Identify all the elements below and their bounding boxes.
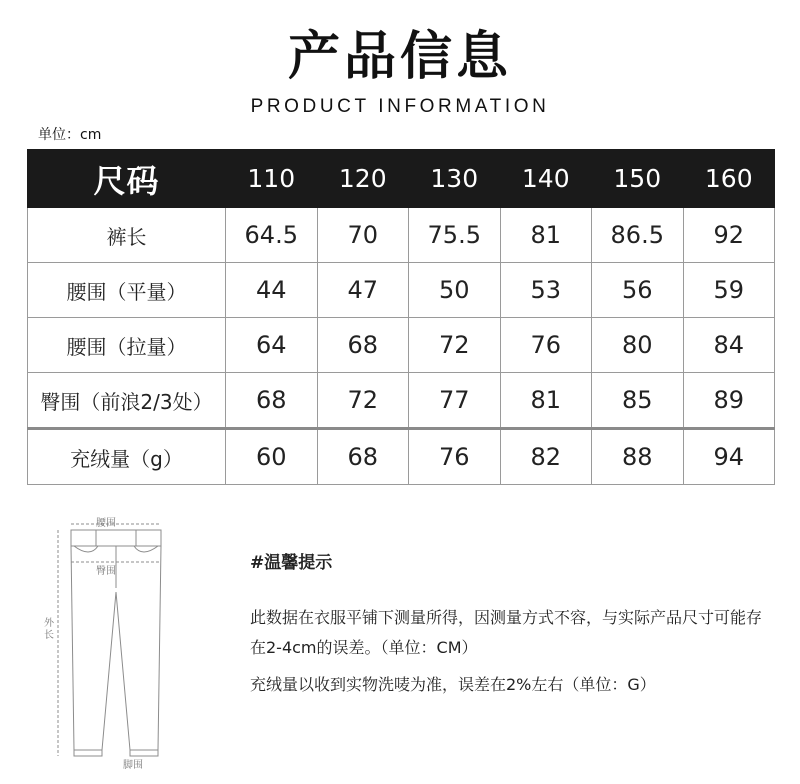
diagram-label-hip: 臀围: [96, 566, 116, 577]
notes-section: [250, 548, 770, 700]
table-cell: 64: [226, 318, 318, 373]
table-cell: 68: [226, 373, 318, 429]
unit-label: 单位：cm: [38, 127, 102, 143]
size-header-cell: 160: [683, 150, 775, 208]
table-cell: 44: [226, 263, 318, 318]
table-cell: 84: [683, 318, 775, 373]
page-subtitle: PRODUCT INFORMATION: [250, 96, 550, 117]
table-cell: 47: [317, 263, 409, 318]
pants-outline-icon: [30, 510, 230, 780]
table-cell: 64.5: [226, 208, 318, 263]
table-cell: 72: [317, 373, 409, 429]
row-label: 腰围（拉量）: [28, 318, 226, 373]
table-cell: 89: [683, 373, 775, 429]
table-cell: 94: [683, 429, 775, 485]
table-cell: 92: [683, 208, 775, 263]
diagram-label-hem: 脚围: [123, 760, 143, 771]
table-row: [28, 373, 775, 429]
diagram-label-waist: 腰围: [96, 518, 116, 529]
table-cell: 81: [500, 373, 592, 429]
row-label: 充绒量（g）: [28, 429, 226, 485]
size-header-cell: 150: [592, 150, 684, 208]
table-row: [28, 318, 775, 373]
size-header-cell: 130: [409, 150, 501, 208]
table-cell: 76: [500, 318, 592, 373]
size-header-row: [28, 150, 775, 208]
table-cell: 75.5: [409, 208, 501, 263]
table-cell: 80: [592, 318, 684, 373]
table-cell: 56: [592, 263, 684, 318]
page-title: 产品信息: [287, 27, 512, 87]
table-cell: 68: [317, 318, 409, 373]
table-cell: 82: [500, 429, 592, 485]
table-cell: 85: [592, 373, 684, 429]
table-cell: 60: [226, 429, 318, 485]
table-row: [28, 263, 775, 318]
table-row: [28, 208, 775, 263]
size-header-label: 尺码: [28, 150, 226, 208]
table-cell: 53: [500, 263, 592, 318]
size-header-cell: 110: [226, 150, 318, 208]
pants-diagram: [30, 510, 230, 780]
table-row: [28, 429, 775, 485]
row-label: 腰围（平量）: [28, 263, 226, 318]
table-cell: 77: [409, 373, 501, 429]
row-label: 臀围（前浪2/3处）: [28, 373, 226, 429]
diagram-label-length: 外长: [44, 618, 54, 641]
table-cell: 76: [409, 429, 501, 485]
notes-line-filling: 充绒量以收到实物洗唛为准，误差在2%左右（单位：G）: [250, 675, 656, 694]
table-cell: 72: [409, 318, 501, 373]
size-header-cell: 120: [317, 150, 409, 208]
table-cell: 81: [500, 208, 592, 263]
notes-line-measurement: 此数据在衣服平铺下测量所得，因测量方式不容，与实际产品尺寸可能存在2-4cm的误差。（单位：CM）: [250, 608, 763, 657]
table-cell: 70: [317, 208, 409, 263]
table-cell: 86.5: [592, 208, 684, 263]
size-header-cell: 140: [500, 150, 592, 208]
table-cell: 59: [683, 263, 775, 318]
table-cell: 68: [317, 429, 409, 485]
table-cell: 50: [409, 263, 501, 318]
row-label: 裤长: [28, 208, 226, 263]
size-table: [27, 149, 775, 485]
notes-heading: #温馨提示: [250, 553, 333, 573]
table-cell: 88: [592, 429, 684, 485]
